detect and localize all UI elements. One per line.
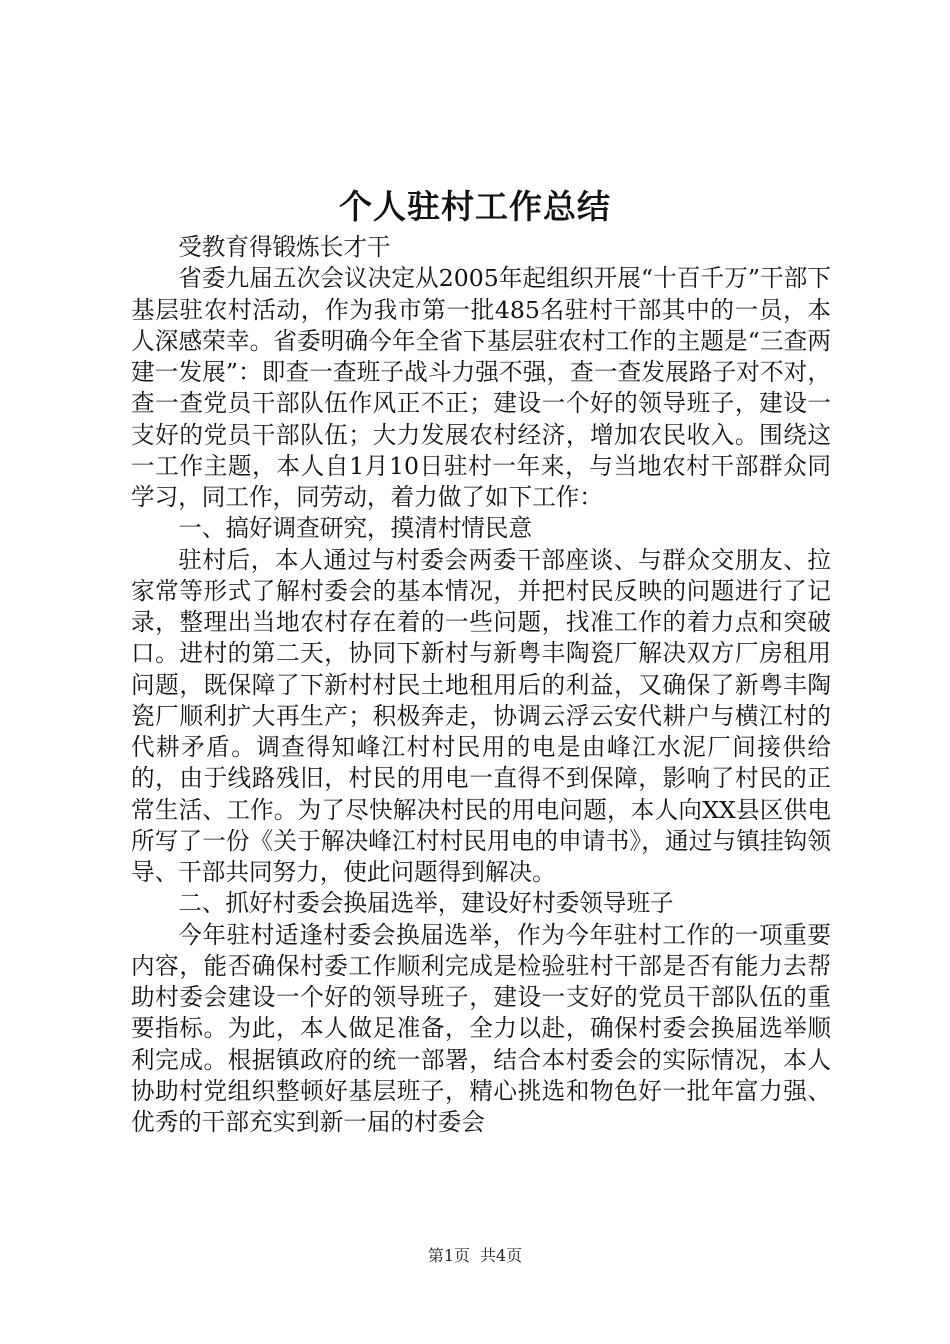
section-heading-2: 二、抓好村委会换届选举，建设好村委领导班子 [178,889,674,918]
intro-paragraph: 省委九届五次会议决定从2005年起组织开展“十百千万”干部下基层驻农村活动，作为我市第一批485名驻村干部其中的一员，本人深感荣幸。省委明确今年全省下基层驻农村工作的主题是“三查两建一发展”：即查一查班子战斗力强不强，查一查发展路子对不对，查一查党员干部队伍作风正不正；建设一个好的领导班子，建设一支好的党员干部队伍；大力发展农村经济，增加农民收入。围绕这一工作主题，本人自1月10日驻村一年来，与当地农村干部群众同学习，同工作，同劳动，着力做了如下工作： [131,264,831,511]
section-2-paragraph: 今年驻村适逢村委会换届选举，作为今年驻村工作的一项重要内容，能否确保村委工作顺利完成是检验驻村干部是否有能力去帮助村委会建设一个好的领导班子，建设一支好的党员干部队伍的重要指标。为此，本人做足准备，全力以赴，确保村委会换届选举顺利完成。根据镇政府的统一部署，结合本村委会的实际情况，本人协助村党组织整顿好基层班子，精心挑选和物色好一批年富力强、优秀的干部充实到新一届的村委会 [131,920,831,1136]
page-footer [0,1244,950,1268]
document-body [131,232,831,1138]
page-number: 第1页 [427,1246,470,1265]
page-total: 共4页 [480,1246,523,1265]
section-heading-1: 一、搞好调查研究，摸清村情民意 [178,514,533,543]
document-title: 个人驻村工作总结 [339,187,611,226]
subtitle-paragraph: 受教育得锻炼长才干 [178,233,391,261]
section-1-paragraph: 驻村后，本人通过与村委会两委干部座谈、与群众交朋友、拉家常等形式了解村委会的基本情况，并把村民反映的问题进行了记录，整理出当地农村存在着的一些问题，找准工作的着力点和突破口。进村的第二天，协同下新村与新粤丰陶瓷厂解决双方厂房租用问题，既保障了下新村村民土地租用后的利益，又确保了新粤丰陶瓷厂顺利扩大再生产；积极奔走，协调云浮云安代耕户与横江村的代耕矛盾。调查得知峰江村村民用的电是由峰江水泥厂间接供给的，由于线路残旧，村民的用电一直得不到保障，影响了村民的正常生活、工作。为了尽快解决村民的用电问题，本人向XX县区供电所写了一份《关于解决峰江村村民用电的申请书》，通过与镇挂钩领导、干部共同努力，使此问题得到解决。 [131,545,831,886]
